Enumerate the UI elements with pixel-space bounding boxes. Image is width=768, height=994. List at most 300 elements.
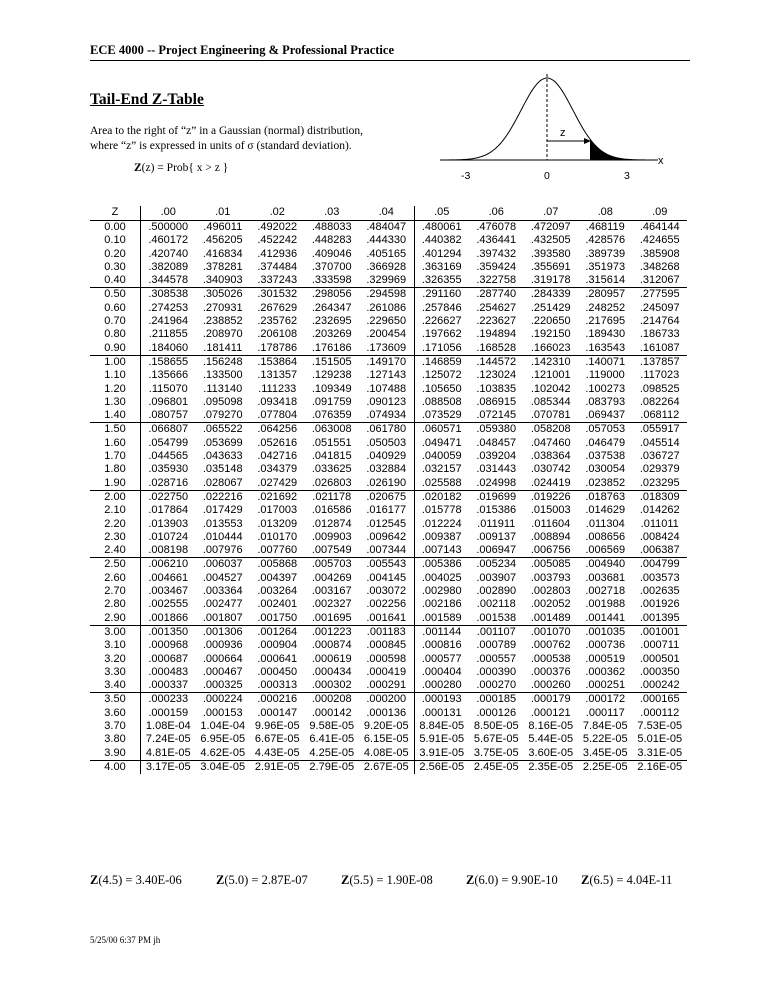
probability-cell: .000816 bbox=[421, 639, 462, 652]
probability-cell: .042716 bbox=[257, 450, 298, 463]
probability-cell: .000251 bbox=[578, 679, 633, 693]
probability-cell: .069437 bbox=[578, 409, 633, 423]
probability-cell: .001641 bbox=[359, 612, 414, 626]
probability-cell: .378281 bbox=[202, 260, 243, 273]
probability-cell: .064256 bbox=[257, 423, 298, 436]
probability-cell: .000968 bbox=[148, 639, 189, 652]
z-value-cell: 3.30 bbox=[90, 666, 141, 679]
z-value-cell: 3.00 bbox=[90, 625, 141, 639]
probability-cell: .004397 bbox=[257, 571, 298, 584]
z-value-cell: 3.50 bbox=[90, 693, 141, 707]
probability-cell: .000208 bbox=[311, 693, 352, 706]
footer-value-6-5: Z(6.5) = 4.04E-11 bbox=[581, 873, 673, 887]
probability-cell: .002401 bbox=[257, 598, 298, 611]
probability-cell: .011911 bbox=[477, 517, 516, 530]
probability-cell: .000874 bbox=[311, 639, 352, 652]
probability-cell: .000200 bbox=[359, 693, 414, 707]
probability-cell: .436441 bbox=[476, 234, 517, 247]
description-line-1: Area to the right of “z” in a Gaussian (normal) distribution, bbox=[90, 125, 364, 137]
probability-cell: .096801 bbox=[148, 395, 189, 408]
probability-cell: .028067 bbox=[196, 477, 251, 491]
table-row bbox=[90, 221, 687, 235]
probability-cell: 3.04E-05 bbox=[200, 760, 246, 773]
probability-cell: .105650 bbox=[421, 382, 462, 395]
z-value-cell: 1.40 bbox=[90, 409, 141, 423]
probability-cell: .113140 bbox=[203, 382, 243, 395]
probability-cell: 5.91E-05 bbox=[419, 733, 465, 746]
probability-cell: .000450 bbox=[257, 665, 298, 678]
z-value-cell: 2.80 bbox=[90, 598, 141, 611]
probability-cell: .010724 bbox=[148, 530, 189, 543]
z-value-cell: 1.10 bbox=[90, 369, 141, 382]
probability-cell: .027429 bbox=[250, 477, 305, 491]
probability-cell: .287740 bbox=[476, 288, 517, 301]
probability-cell: .440382 bbox=[421, 234, 462, 247]
z-value-cell: 0.40 bbox=[90, 274, 141, 288]
probability-cell: .095098 bbox=[202, 395, 243, 408]
z-value-cell: 3.90 bbox=[90, 747, 141, 761]
probability-cell: .030742 bbox=[530, 463, 571, 476]
probability-cell: .026803 bbox=[305, 477, 360, 491]
probability-cell: .109349 bbox=[311, 382, 352, 395]
probability-cell: .000233 bbox=[148, 693, 189, 706]
table-row bbox=[90, 747, 687, 761]
probability-cell: .048457 bbox=[476, 436, 517, 449]
probability-cell: 7.24E-05 bbox=[145, 733, 191, 746]
column-header: .02 bbox=[250, 206, 305, 221]
probability-cell: .000936 bbox=[202, 639, 243, 652]
probability-cell: .017864 bbox=[148, 504, 189, 517]
probability-cell: .111233 bbox=[258, 382, 297, 395]
probability-cell: .173609 bbox=[359, 342, 414, 356]
probability-cell: .000904 bbox=[257, 639, 298, 652]
probability-cell: .456205 bbox=[202, 234, 243, 247]
probability-cell: .015386 bbox=[476, 504, 517, 517]
table-row bbox=[90, 504, 687, 517]
probability-cell: .046479 bbox=[585, 436, 626, 449]
probability-cell: .127143 bbox=[359, 369, 414, 382]
table-row bbox=[90, 383, 687, 396]
probability-cell: .409046 bbox=[311, 247, 352, 260]
footer-value-5-0: Z(5.0) = 2.87E-07 bbox=[216, 873, 308, 887]
probability-cell: .137857 bbox=[639, 355, 680, 368]
probability-cell: .326355 bbox=[414, 274, 469, 288]
table-row bbox=[90, 463, 687, 476]
table-row bbox=[90, 693, 687, 707]
probability-cell: .000179 bbox=[530, 693, 571, 706]
column-header-z: Z bbox=[90, 206, 141, 221]
probability-cell: .005085 bbox=[530, 558, 571, 571]
probability-cell: .004661 bbox=[148, 571, 189, 584]
probability-cell: .003264 bbox=[257, 585, 298, 598]
z-value-cell: 2.30 bbox=[90, 531, 141, 544]
probability-cell: .001223 bbox=[311, 625, 352, 638]
probability-cell: .214764 bbox=[639, 315, 680, 328]
probability-cell: .229650 bbox=[359, 315, 414, 328]
table-row bbox=[90, 585, 687, 598]
probability-cell: .003364 bbox=[202, 585, 243, 598]
probability-cell: .140071 bbox=[585, 355, 626, 368]
probability-cell: .014629 bbox=[585, 504, 626, 517]
probability-cell: .001107 bbox=[476, 625, 516, 638]
z-value-cell: 1.60 bbox=[90, 437, 141, 450]
probability-cell: .001866 bbox=[141, 612, 196, 626]
probability-cell: 9.58E-05 bbox=[309, 719, 355, 732]
probability-cell: .013903 bbox=[148, 517, 189, 530]
probability-cell: .144572 bbox=[476, 355, 517, 368]
probability-cell: .424655 bbox=[639, 234, 680, 247]
z-value-cell: 1.30 bbox=[90, 396, 141, 409]
probability-cell: .420740 bbox=[148, 247, 189, 260]
table-row bbox=[90, 544, 687, 558]
probability-cell: .001441 bbox=[578, 612, 633, 626]
probability-cell: 6.15E-05 bbox=[359, 733, 414, 746]
probability-cell: 9.96E-05 bbox=[254, 719, 300, 732]
probability-cell: .000598 bbox=[359, 653, 414, 666]
table-row bbox=[90, 666, 687, 679]
z-value-cell: 2.90 bbox=[90, 612, 141, 626]
z-value-cell: 4.00 bbox=[90, 760, 141, 774]
probability-cell: .061780 bbox=[359, 423, 414, 437]
probability-cell: .001395 bbox=[633, 612, 688, 626]
probability-cell: .251429 bbox=[530, 301, 571, 314]
probability-cell: .035930 bbox=[148, 463, 189, 476]
probability-cell: .058208 bbox=[530, 423, 571, 436]
probability-cell: .079270 bbox=[196, 409, 251, 423]
z-value-cell: 1.20 bbox=[90, 383, 141, 396]
probability-cell: .000434 bbox=[311, 665, 352, 678]
probability-cell: .074934 bbox=[359, 409, 414, 423]
probability-cell: .002327 bbox=[311, 598, 352, 611]
probability-cell: .083793 bbox=[585, 395, 626, 408]
column-header: .01 bbox=[196, 206, 251, 221]
probability-cell: .001183 bbox=[359, 625, 414, 639]
probability-cell: .226627 bbox=[421, 315, 462, 328]
probability-cell: .181411 bbox=[196, 342, 251, 356]
gaussian-curve-figure bbox=[440, 70, 680, 185]
probability-cell: .004269 bbox=[311, 571, 352, 584]
probability-cell: 4.08E-05 bbox=[359, 747, 414, 761]
tick-label-left: -3 bbox=[461, 170, 471, 182]
table-row bbox=[90, 490, 687, 504]
table-row bbox=[90, 437, 687, 450]
probability-cell: .176186 bbox=[305, 342, 360, 356]
probability-cell: .001750 bbox=[250, 612, 305, 626]
probability-cell: .146859 bbox=[421, 355, 462, 368]
probability-cell: .270931 bbox=[202, 301, 243, 314]
probability-cell: .208970 bbox=[202, 328, 243, 341]
z-value-cell: 0.50 bbox=[90, 288, 141, 302]
probability-cell: .238852 bbox=[202, 315, 243, 328]
z-value-cell: 3.40 bbox=[90, 679, 141, 693]
probability-cell: .012224 bbox=[421, 517, 462, 530]
table-row bbox=[90, 518, 687, 531]
z-value-cell: 3.80 bbox=[90, 733, 141, 746]
probability-cell: .017429 bbox=[202, 504, 243, 517]
probability-cell: .166023 bbox=[524, 342, 579, 356]
probability-cell: .053699 bbox=[202, 436, 243, 449]
probability-cell: .013209 bbox=[257, 517, 298, 530]
table-row bbox=[90, 342, 687, 356]
probability-cell: .001306 bbox=[202, 625, 243, 638]
probability-cell: .452242 bbox=[257, 234, 298, 247]
probability-cell: .093418 bbox=[257, 395, 298, 408]
z-value-cell: 3.70 bbox=[90, 720, 141, 733]
probability-cell: .161087 bbox=[633, 342, 688, 356]
probability-cell: .340903 bbox=[196, 274, 251, 288]
probability-cell: .049471 bbox=[421, 436, 462, 449]
probability-cell: .032157 bbox=[421, 463, 462, 476]
probability-cell: .468119 bbox=[585, 221, 625, 233]
probability-cell: .261086 bbox=[359, 302, 414, 315]
z-value-cell: 0.10 bbox=[90, 234, 141, 247]
probability-cell: .000136 bbox=[359, 707, 414, 720]
probability-cell: .001264 bbox=[257, 625, 298, 638]
probability-cell: .011011 bbox=[640, 517, 679, 530]
table-row bbox=[90, 369, 687, 382]
probability-cell: .005234 bbox=[476, 558, 517, 571]
table-row bbox=[90, 234, 687, 247]
probability-cell: .000538 bbox=[530, 652, 571, 665]
table-row bbox=[90, 760, 687, 774]
probability-cell: .008656 bbox=[585, 530, 626, 543]
probability-cell: .135666 bbox=[148, 369, 189, 382]
probability-cell: .001807 bbox=[196, 612, 251, 626]
probability-cell: .000291 bbox=[359, 679, 414, 693]
probability-cell: .374484 bbox=[257, 260, 298, 273]
probability-cell: .337243 bbox=[250, 274, 305, 288]
probability-cell: .001489 bbox=[524, 612, 579, 626]
probability-cell: .040059 bbox=[421, 450, 462, 463]
table-row bbox=[90, 450, 687, 463]
table-row bbox=[90, 302, 687, 315]
probability-cell: .004940 bbox=[585, 558, 626, 571]
probability-cell: .088508 bbox=[421, 395, 462, 408]
probability-cell: 6.95E-05 bbox=[200, 733, 246, 746]
probability-cell: .059380 bbox=[476, 423, 517, 436]
probability-cell: .363169 bbox=[421, 260, 462, 273]
probability-cell: .063008 bbox=[311, 423, 352, 436]
probability-cell: .389739 bbox=[585, 247, 626, 260]
probability-cell: 8.84E-05 bbox=[419, 719, 465, 732]
probability-cell: 2.91E-05 bbox=[254, 760, 300, 773]
probability-cell: .002890 bbox=[476, 585, 517, 598]
probability-cell: .000501 bbox=[639, 652, 680, 665]
probability-cell: .000419 bbox=[359, 666, 414, 679]
probability-cell: .351973 bbox=[585, 260, 626, 273]
probability-cell: .156248 bbox=[202, 355, 243, 368]
footer-values bbox=[90, 873, 710, 888]
probability-cell: .000242 bbox=[633, 679, 688, 693]
probability-cell: .002477 bbox=[202, 598, 243, 611]
probability-cell: .412936 bbox=[257, 247, 298, 260]
probability-cell: .444330 bbox=[359, 234, 414, 247]
column-header: .00 bbox=[141, 206, 196, 221]
probability-cell: .312067 bbox=[633, 274, 688, 288]
probability-cell: .012874 bbox=[311, 517, 352, 530]
probability-cell: .315614 bbox=[578, 274, 633, 288]
probability-cell: .001035 bbox=[585, 625, 626, 638]
description bbox=[90, 124, 420, 154]
probability-cell: .024998 bbox=[469, 477, 524, 491]
probability-cell: 4.81E-05 bbox=[141, 747, 196, 761]
probability-cell: 7.53E-05 bbox=[637, 719, 683, 732]
probability-cell: .223627 bbox=[476, 315, 517, 328]
probability-cell: .022750 bbox=[148, 490, 189, 503]
probability-cell: .006569 bbox=[578, 544, 633, 558]
probability-cell: .002980 bbox=[421, 585, 462, 598]
table-row bbox=[90, 409, 687, 423]
probability-cell: .000302 bbox=[305, 679, 360, 693]
probability-cell: .432505 bbox=[530, 234, 571, 247]
probability-cell: .189430 bbox=[585, 328, 626, 341]
probability-cell: .284339 bbox=[530, 288, 571, 301]
probability-cell: .050503 bbox=[359, 437, 414, 450]
probability-cell: .002718 bbox=[585, 585, 626, 598]
probability-cell: .186733 bbox=[639, 328, 680, 341]
probability-cell: .280957 bbox=[585, 288, 626, 301]
table-row bbox=[90, 612, 687, 626]
probability-cell: 6.41E-05 bbox=[309, 733, 355, 746]
probability-cell: 2.16E-05 bbox=[637, 760, 683, 773]
probability-cell: .142310 bbox=[530, 355, 571, 368]
probability-cell: .476078 bbox=[476, 221, 517, 233]
probability-cell: .000762 bbox=[530, 639, 571, 652]
probability-cell: .254627 bbox=[476, 301, 517, 314]
probability-cell: .008894 bbox=[530, 530, 571, 543]
probability-cell: .033625 bbox=[311, 463, 352, 476]
table-row bbox=[90, 355, 687, 369]
probability-cell: .305026 bbox=[202, 288, 243, 301]
probability-cell: .416834 bbox=[202, 247, 243, 260]
probability-cell: .000362 bbox=[585, 665, 626, 678]
probability-cell: .000112 bbox=[640, 706, 680, 719]
probability-cell: .024419 bbox=[524, 477, 579, 491]
probability-cell: .003573 bbox=[639, 571, 680, 584]
probability-cell: .040929 bbox=[359, 450, 414, 463]
table-row bbox=[90, 679, 687, 693]
probability-cell: .020182 bbox=[421, 490, 462, 503]
probability-cell: .091759 bbox=[311, 395, 352, 408]
formula-z: Z bbox=[134, 162, 142, 174]
probability-cell: .117023 bbox=[640, 369, 680, 382]
probability-cell: .385908 bbox=[639, 247, 680, 260]
probability-cell: .004527 bbox=[202, 571, 243, 584]
probability-cell: .006387 bbox=[633, 544, 688, 558]
probability-cell: .003907 bbox=[476, 571, 517, 584]
probability-cell: .397432 bbox=[476, 247, 517, 260]
date-stamp: 5/25/00 6:37 PM jh bbox=[90, 935, 161, 945]
probability-cell: .070781 bbox=[524, 409, 579, 423]
probability-cell: 9.20E-05 bbox=[359, 720, 414, 733]
probability-cell: .009903 bbox=[311, 530, 352, 543]
probability-cell: .121001 bbox=[530, 369, 571, 382]
probability-cell: .009387 bbox=[421, 530, 462, 543]
probability-cell: .086915 bbox=[476, 395, 517, 408]
probability-cell: .002803 bbox=[530, 585, 571, 598]
probability-cell: .000126 bbox=[476, 706, 517, 719]
table-row bbox=[90, 274, 687, 288]
probability-cell: .000390 bbox=[476, 665, 517, 678]
probability-cell: 2.56E-05 bbox=[419, 760, 465, 773]
probability-cell: .072145 bbox=[469, 409, 524, 423]
probability-cell: .022216 bbox=[202, 490, 243, 503]
probability-cell: .073529 bbox=[414, 409, 469, 423]
probability-cell: 3.91E-05 bbox=[414, 747, 469, 761]
table-row bbox=[90, 423, 687, 437]
probability-cell: .267629 bbox=[257, 301, 298, 314]
table-row bbox=[90, 558, 687, 572]
probability-cell: .002635 bbox=[639, 585, 680, 598]
probability-cell: .119000 bbox=[585, 369, 625, 382]
probability-cell: .484047 bbox=[359, 221, 414, 235]
probability-cell: .000789 bbox=[476, 639, 517, 652]
probability-cell: .102042 bbox=[530, 382, 571, 395]
probability-cell: .344578 bbox=[141, 274, 196, 288]
probability-cell: .000467 bbox=[202, 665, 243, 678]
z-value-cell: 3.60 bbox=[90, 707, 141, 720]
probability-cell: .068112 bbox=[633, 409, 688, 423]
probability-cell: .065522 bbox=[202, 423, 243, 436]
page-title: Tail-End Z-Table bbox=[90, 91, 204, 108]
probability-cell: .206108 bbox=[257, 328, 298, 341]
probability-cell: .080757 bbox=[141, 409, 196, 423]
probability-cell: .277595 bbox=[639, 288, 680, 301]
footer-value-6-0: Z(6.0) = 9.90E-10 bbox=[466, 873, 558, 887]
probability-cell: .082264 bbox=[639, 395, 680, 408]
probability-cell: .000845 bbox=[359, 639, 414, 652]
probability-cell: .184060 bbox=[141, 342, 196, 356]
probability-cell: .480061 bbox=[421, 221, 462, 233]
probability-cell: 3.60E-05 bbox=[524, 747, 579, 761]
column-header: .08 bbox=[578, 206, 633, 221]
probability-cell: .492022 bbox=[257, 221, 298, 233]
probability-cell: .100273 bbox=[585, 382, 626, 395]
column-header: .03 bbox=[305, 206, 360, 221]
probability-cell: .319178 bbox=[524, 274, 579, 288]
probability-cell: .000641 bbox=[257, 652, 298, 665]
probability-cell: 8.50E-05 bbox=[473, 719, 519, 732]
probability-cell: .011304 bbox=[585, 517, 625, 530]
probability-cell: .090123 bbox=[359, 396, 414, 409]
probability-cell: .232695 bbox=[311, 315, 352, 328]
table-row bbox=[90, 477, 687, 491]
probability-cell: .016177 bbox=[359, 504, 414, 517]
probability-cell: 5.44E-05 bbox=[528, 733, 574, 746]
probability-cell: .153864 bbox=[257, 355, 298, 368]
probability-cell: .348268 bbox=[639, 260, 680, 273]
probability-cell: .019226 bbox=[530, 490, 571, 503]
probability-cell: .013553 bbox=[202, 517, 243, 530]
probability-cell: 5.67E-05 bbox=[473, 733, 519, 746]
probability-cell: .171056 bbox=[414, 342, 469, 356]
z-value-cell: 2.70 bbox=[90, 585, 141, 598]
probability-cell: .197662 bbox=[421, 328, 462, 341]
probability-cell: .000147 bbox=[257, 706, 298, 719]
probability-cell: .005386 bbox=[421, 558, 462, 571]
probability-cell: .000577 bbox=[421, 652, 462, 665]
column-header: .07 bbox=[524, 206, 579, 221]
column-header: .06 bbox=[469, 206, 524, 221]
footer-value-5-5: Z(5.5) = 1.90E-08 bbox=[341, 873, 433, 887]
probability-cell: .019699 bbox=[476, 490, 517, 503]
probability-cell: .000224 bbox=[202, 693, 243, 706]
probability-cell: .000153 bbox=[202, 706, 243, 719]
probability-cell: .031443 bbox=[476, 463, 517, 476]
probability-cell: .002256 bbox=[359, 598, 414, 611]
probability-cell: .178786 bbox=[250, 342, 305, 356]
table-header-row bbox=[90, 206, 687, 221]
